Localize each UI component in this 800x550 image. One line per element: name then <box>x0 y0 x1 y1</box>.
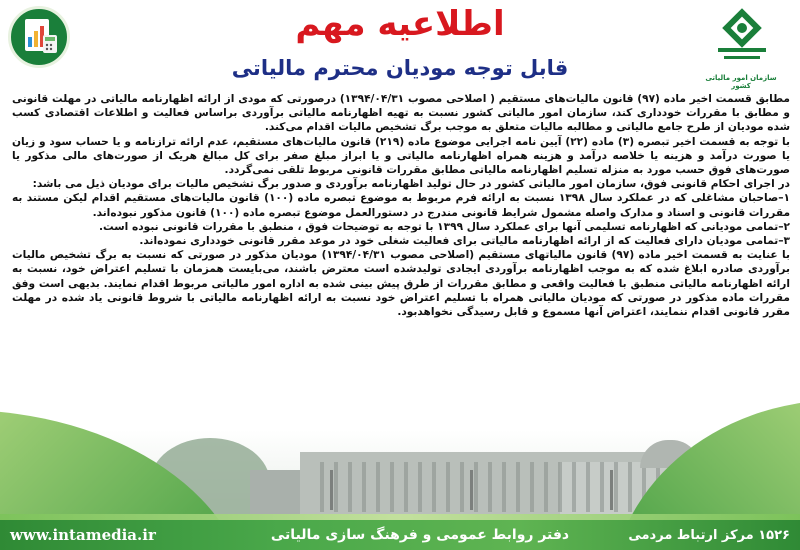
page-title: اطلاعیه مهم <box>295 4 505 44</box>
list-item: ۲–تمامی مودیانی که اظهارنامه تسلیمی آنها برای عملکرد سال ۱۳۹۹ با توجه به توضیحات فوق ، منطبق با مقررات قانونی نبوده است. <box>99 220 790 233</box>
paragraph: با توجه به قسمت اخیر تبصره (۳) ماده (۲۲) آیین نامه اجرایی موضوع ماده (۲۱۹) قانون مالیات‌های مستقیم، عدم ارائه ترازنامه و یا حساب سود و زیان یا صورت درآمد و هزینه یا خلاصه درآمد و هزینه همراه اظهارنامه مالیاتی و یا ابراز مبلغ صفر برای کل مبالغ هریک از صورت‌های مالی مذکور یا صورت‌های فوق حسب مورد به منزله تسلیم اظهارنامه مالیاتی مطابق مقررات قانونی مربوط تلقی نمی‌گردد. <box>12 135 790 177</box>
hotline-number: ۱۵۲۶ مرکز ارتباط مردمی <box>628 528 790 543</box>
announcement-body <box>12 92 790 319</box>
office-name: دفتر روابط عمومی و فرهنگ سازی مالیاتی <box>270 527 570 543</box>
paragraph: با عنایت به قسمت اخیر ماده (۹۷) قانون مالیاتهای مستقیم (اصلاحی مصوب ۱۳۹۴/۰۴/۳۱) مودیان مذکور در صورتی که نسبت به برگ تشخیص مالیات برآوردی صادره ابلاغ شده که به موجب اظهارنامه برآوردی ایجادی تولیدشده است معترض باشند، می‌بایست همزمان با تسلیم اعتراض خود، نسبت به ارائه اظهارنامه مالیاتی منطبق با فعالیت واقعی و مطابق مقررات از طرق پیش بینی شده به اداره امور مالیاتی مربوط اقدام نمایند. بدیهی است وفق مقررات ماده مذکور در صورتی که مودیان مالیاتی همراه با تسلیم اعتراض خود نسبت به ارائه اظهارنامه مالیاتی با شروط قانونی یاد شده در مهلت مقرر قانونی اقدام ننمایند، اعتراض آنها مسموع و قابل رسیدگی نخواهدبود. <box>12 249 790 319</box>
lamp-post <box>610 470 613 510</box>
building-windows <box>310 462 670 512</box>
list-item: ۱–صاحبان مشاغلی که در عملکرد سال ۱۳۹۸ نسبت به ارائه فرم مربوط به موضوع تبصره ماده (۱۰۰) قانون مالیات‌های مستقیم اقدام لیکن مستند به مقررات قانونی و اسناد و مدارک واصله مشمول شرایط قانونی مندرج در دستورالعمل موضوع تبصره ماده (۱۰۰) قانون مذکور نبوده‌اند. <box>12 192 790 219</box>
website-link[interactable]: www.intamedia.ir <box>10 526 156 544</box>
list-item: ۳–تمامی مودیان دارای فعالیت که از ارائه اظهارنامه مالیاتی برای فعالیت شغلی خود در موعد مقرر قانونی خودداری نموده‌اند. <box>139 235 790 248</box>
page-subtitle: قابل توجه مودیان محترم مالیاتی <box>231 56 569 80</box>
paragraph: مطابق قسمت اخیر ماده (۹۷) قانون مالیات‌های مستقیم ( اصلاحی مصوب ۱۳۹۴/۰۴/۳۱) درصورتی که مودی از ارائه اظهارنامه مالیاتی در مهلت قانونی و مطابق با مقررات خودداری کند، سازمان امور مالیاتی کشور نسبت به تهیه اظهارنامه مالیاتی برآوردی براساس فعالیت و اطلاعات اقتصادی کسب شده مودیان از طرح جامع مالیاتی و مطالبه مالیات متعلق به موجب برگ تشخیص مالیات اقدام می‌کند. <box>12 93 790 134</box>
logo-caption: سازمان امور مالیاتی کشور <box>705 74 777 90</box>
paragraph: در اجرای احکام قانونی فوق، سازمان امور مالیاتی کشور در حال تولید اظهارنامه برآوردی و صدور برگ تشخیص مالیات برای مودیان ذیل می باشد: <box>32 178 790 191</box>
lamp-post <box>330 470 333 510</box>
lamp-post <box>470 470 473 510</box>
